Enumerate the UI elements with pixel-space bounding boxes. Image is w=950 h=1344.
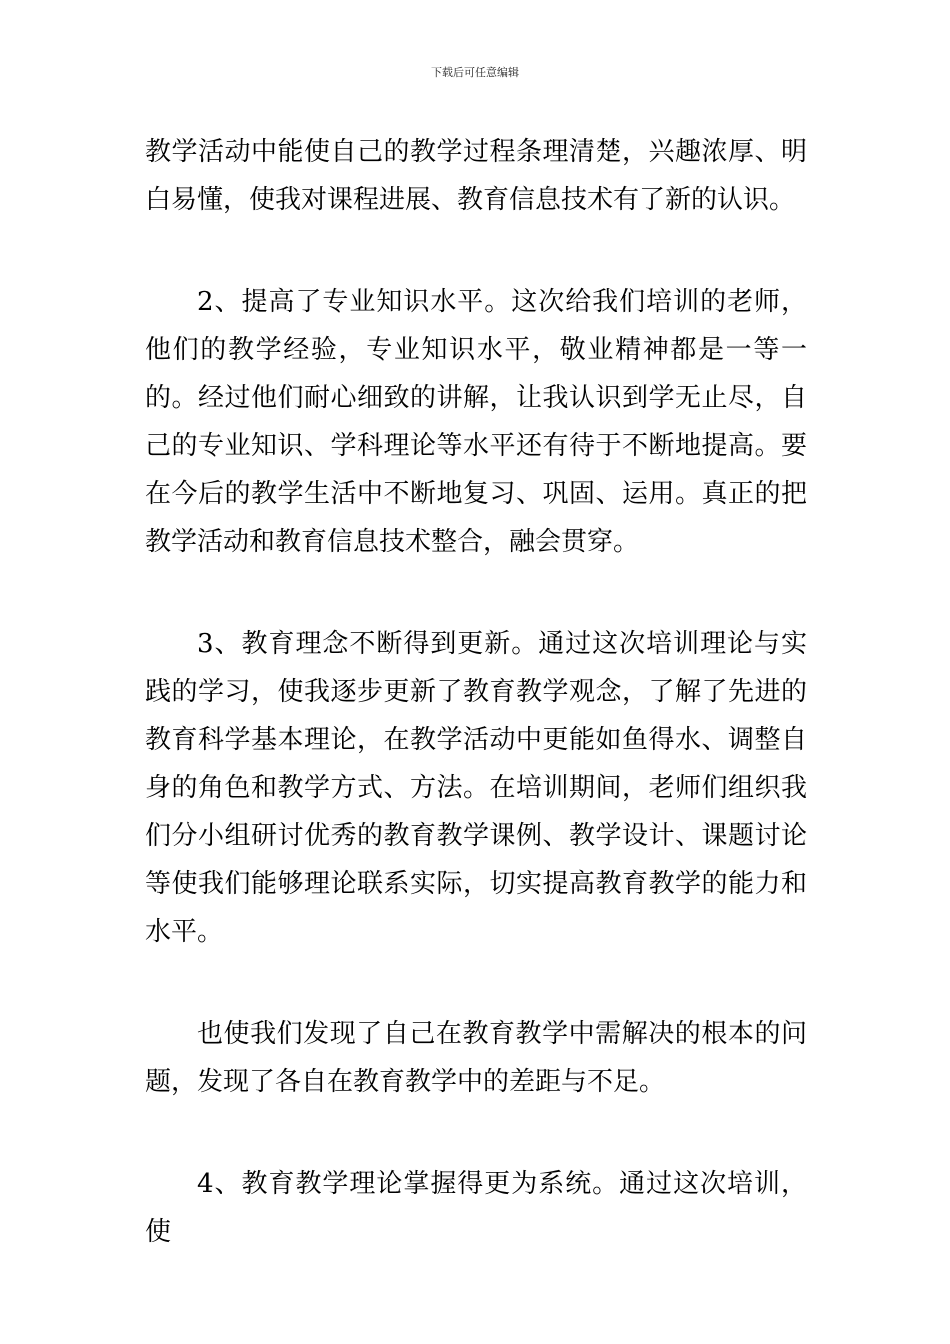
paragraph-continuation: 教学活动中能使自己的教学过程条理清楚，兴趣浓厚、明白易懂，使我对课程进展、教育信息技术有了新的认识。 (145, 137, 807, 215)
paragraph-item-4: 4、教育教学理论掌握得更为系统。通过这次培训，使 (145, 1169, 807, 1247)
paragraph-item-2: 2、提高了专业知识水平。这次给我们培训的老师，他们的教学经验，专业知识水平，敬业精神都是一等一的。经过他们耐心细致的讲解，让我认识到学无止尽，自己的专业知识、学科理论等水平还有待于不断地提高。要在今后的教学生活中不断地复习、巩固、运用。真正的把教学活动和教育信息技术整合，融会贯穿。 (145, 287, 807, 557)
paragraph-item-3: 3、教育理念不断得到更新。通过这次培训理论与实践的学习，使我逐步更新了教育教学观念，了解了先进的教育科学基本理论，在教学活动中更能如鱼得水、调整自身的角色和教学方式、方法。在培训期间，老师们组织我们分小组研讨优秀的教育教学课例、教学设计、课题讨论等使我们能够理论联系实际，切实提高教育教学的能力和水平。 (145, 629, 807, 947)
paragraph-discovery: 也使我们发现了自己在教育教学中需解决的根本的问题，发现了各自在教育教学中的差距与不足。 (145, 1019, 807, 1097)
document-body (145, 128, 807, 1256)
page-header: 下载后可任意编辑 (431, 66, 519, 79)
